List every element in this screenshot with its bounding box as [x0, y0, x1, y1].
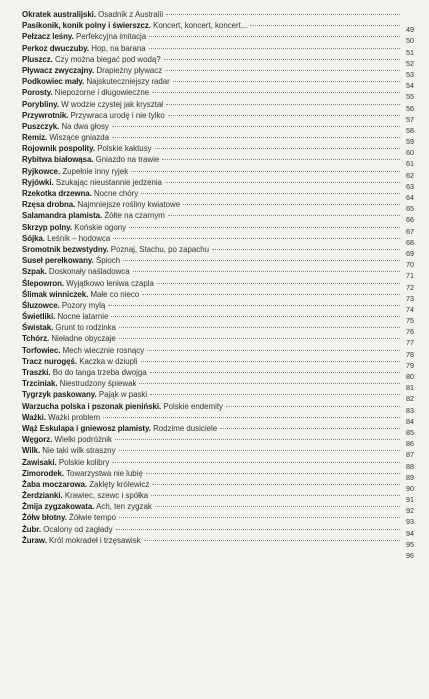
toc-page-number: 94 [406, 528, 414, 538]
toc-page-number: 57 [406, 114, 414, 124]
toc-page-number: 50 [406, 36, 414, 46]
dot-leader [149, 48, 400, 49]
toc-entry-name: Węgorz. [22, 435, 53, 445]
toc-entry-text [22, 76, 170, 87]
toc-page-number: 84 [406, 416, 414, 426]
toc-page-number: 49 [406, 25, 414, 35]
toc-entry-text [22, 512, 116, 523]
toc-entry-name: Rybitwa białowąsa. [22, 155, 94, 165]
dot-leader [250, 25, 400, 26]
toc-entry-text [22, 434, 112, 445]
dot-leader [168, 215, 400, 216]
toc-entry [22, 121, 414, 135]
toc-entry-name: Pływacz zwyczajny. [22, 65, 95, 75]
toc-entry-name: Okratek australijski. [22, 10, 96, 19]
toc-entry [22, 300, 414, 314]
toc-entry-name: Rojownik pospolity. [22, 144, 95, 154]
toc-entry-description: Najskuteczniejszy radar [86, 77, 170, 87]
toc-entry [22, 20, 414, 35]
dot-leader [164, 59, 400, 60]
toc-entry-name: Suseł perełkowany. [22, 256, 94, 266]
toc-entry-name: Skrzyp polny. [22, 222, 73, 232]
toc-entry-text [22, 20, 247, 31]
toc-entry-text [22, 378, 136, 389]
toc-entry [22, 490, 414, 505]
toc-trailing-row [22, 546, 414, 560]
toc-entry [22, 199, 414, 214]
toc-entry [22, 244, 414, 258]
toc-entry-name: Podkowiec mały. [22, 77, 85, 87]
toc-entry-description: Mech wiecznie rosnący [62, 345, 145, 355]
toc-entry-text [22, 300, 105, 311]
toc-entry-description: Osadnik z Australii [98, 10, 164, 19]
toc-page-number: 87 [406, 450, 414, 460]
toc-entry-text [22, 166, 128, 177]
dot-leader [165, 70, 400, 71]
toc-entry [22, 389, 414, 404]
dot-leader [149, 36, 400, 37]
toc-entry-description: Niestrudzony śpiewak [59, 379, 137, 389]
toc-entry [22, 233, 414, 247]
dot-leader [150, 372, 400, 373]
toc-entry [22, 479, 414, 493]
dot-leader [212, 249, 400, 250]
toc-entry-description: Rodzime dusiciele [153, 423, 218, 433]
toc-page-number: 61 [406, 159, 414, 169]
toc-entry-name: Ślimak winniczek. [22, 289, 89, 299]
dot-leader [115, 439, 400, 440]
dot-leader [173, 81, 400, 82]
toc-page-number: 83 [406, 405, 414, 415]
toc-entry-text [22, 121, 109, 132]
dot-leader [111, 316, 400, 317]
toc-entry [22, 445, 414, 460]
toc-page-number: 92 [406, 506, 414, 516]
toc-entry-name: Salamandra plamista. [22, 211, 103, 221]
dot-leader [116, 529, 400, 530]
toc-entry-description: Zaklęty królewicz [89, 479, 150, 489]
toc-entry-name: Zimorodek. [22, 468, 65, 478]
toc-entry [22, 322, 414, 337]
toc-entry-text [22, 210, 165, 221]
toc-entry-name: Żaba moczarowa. [22, 479, 88, 489]
toc-entry [22, 132, 414, 147]
toc-entry-name: Ryjkowce. [22, 166, 61, 176]
toc-entry [22, 188, 414, 202]
toc-entry [22, 333, 414, 348]
toc-entry-description: Żółwie tempo [69, 513, 116, 523]
toc-entry-text [22, 199, 180, 210]
dot-leader [131, 171, 400, 172]
toc-entry [22, 143, 414, 158]
dot-leader [166, 104, 400, 105]
toc-entry-text [22, 43, 146, 54]
toc-entry-name: Żubr. [22, 524, 42, 534]
toc-entry [22, 9, 414, 20]
toc-entry-name: Warzucha polska i pszonak pieniński. [22, 401, 162, 411]
toc-entry-description: Polskie endemity [163, 401, 223, 411]
toc-entry-text [22, 322, 116, 333]
toc-entry-text [22, 132, 109, 143]
toc-entry-name: Trzciniak. [22, 379, 58, 389]
toc-entry-text [22, 233, 110, 244]
toc-page-number: 96 [406, 551, 414, 560]
toc-entry [22, 457, 414, 471]
dot-leader [139, 383, 400, 384]
toc-entry-text [22, 479, 149, 490]
table-of-contents [22, 9, 414, 560]
toc-page-number: 62 [406, 170, 414, 180]
dot-leader [151, 495, 400, 496]
toc-entry-description: Nieładne obyczaje [51, 334, 116, 344]
toc-entry [22, 210, 414, 225]
toc-page-number: 79 [406, 360, 414, 370]
toc-entry [22, 54, 414, 68]
toc-entry-text [22, 524, 113, 535]
toc-entry-name: Wąż Eskulapa i gniewosz plamisty. [22, 423, 151, 433]
toc-page-number: 91 [406, 495, 414, 505]
toc-entry-description: Nocne chóry [93, 189, 139, 198]
toc-page-number: 63 [406, 181, 414, 191]
toc-entry-name: Puszczyk. [22, 121, 60, 131]
toc-page-number: 65 [406, 204, 414, 214]
dot-leader [141, 361, 400, 362]
toc-entry-description: Zupełnie inny ryjek [62, 166, 129, 176]
toc-page-number: 68 [406, 237, 414, 247]
toc-entry-text [22, 110, 165, 121]
dot-leader [108, 305, 400, 306]
toc-entry-text [22, 490, 148, 501]
dot-leader [119, 450, 400, 451]
toc-entry-name: Remiz. [22, 133, 48, 143]
toc-page-number: 93 [406, 517, 414, 527]
toc-entry-description: Wielki podróżnik [54, 435, 112, 445]
toc-entry [22, 65, 414, 79]
toc-entry [22, 378, 414, 393]
dot-leader [123, 260, 400, 261]
dot-leader [150, 394, 400, 395]
toc-entry-text [22, 177, 162, 188]
toc-entry [22, 177, 414, 191]
toc-entry-description: Gniazdo na trawie [95, 155, 160, 165]
toc-page-number: 81 [406, 383, 414, 393]
toc-entry-text [22, 457, 109, 468]
toc-page-number: 58 [406, 125, 414, 135]
toc-entry-description: Polskie kolibry [58, 457, 110, 467]
toc-entry-name: Porybliny. [22, 99, 60, 109]
toc-entry [22, 110, 414, 124]
toc-entry-name: Żółw błotny. [22, 513, 67, 523]
dot-leader [142, 294, 400, 295]
toc-entry-description: Hop, na barana [91, 43, 146, 53]
toc-entry-description: Najmniejsze rośliny kwiatowe [77, 200, 181, 210]
toc-page-number: 53 [406, 69, 414, 79]
toc-entry-text [22, 501, 152, 512]
toc-entry-text [22, 222, 126, 233]
toc-entry-name: Porosty. [22, 88, 53, 98]
toc-page-number: 82 [406, 394, 414, 404]
dot-leader [155, 148, 400, 149]
toc-entry-text [22, 367, 147, 378]
dot-leader [157, 283, 400, 284]
toc-entry-description: Ach, ten zygzak [96, 502, 152, 512]
toc-entry-description: Doskonały naśladowca [48, 267, 130, 277]
toc-entry [22, 412, 414, 426]
dot-leader [220, 428, 400, 429]
dot-leader [146, 473, 400, 474]
toc-entry [22, 43, 414, 57]
toc-entry-name: Szpak. [22, 267, 47, 277]
toc-page-number: 52 [406, 58, 414, 68]
toc-entry-name: Rzęsa drobna. [22, 200, 76, 210]
toc-entry-text [22, 311, 108, 322]
toc-entry-description: Grunt to rodzinka [55, 323, 116, 333]
toc-page-number: 69 [406, 248, 414, 258]
toc-entry-text [22, 266, 130, 277]
toc-entry [22, 401, 414, 415]
toc-entry [22, 468, 414, 482]
toc-entry-description: Perfekcyjna imitacja [76, 32, 147, 42]
toc-entry [22, 99, 414, 113]
toc-entry-name: Żerdzianki. [22, 491, 63, 501]
toc-page-number: 76 [406, 327, 414, 337]
toc-entry-text [22, 99, 163, 110]
dot-leader [112, 126, 400, 127]
toc-entry-name: Torfowiec. [22, 345, 61, 355]
toc-entry-text [22, 87, 149, 98]
toc-entry [22, 423, 414, 437]
dot-leader [152, 92, 400, 93]
dot-leader [119, 338, 400, 339]
dot-leader [119, 517, 400, 518]
toc-page-number: 89 [406, 472, 414, 482]
toc-entry-name: Sromotnik bezwstydny. [22, 244, 109, 254]
toc-entry [22, 501, 414, 516]
toc-entry-description: Drapieżny pływacz [96, 65, 163, 75]
toc-entry-text [22, 154, 159, 165]
toc-page-number: 80 [406, 372, 414, 381]
toc-page-number: 64 [406, 193, 414, 202]
toc-entry [22, 76, 414, 91]
toc-entry [22, 166, 414, 180]
toc-entry-text [22, 445, 116, 456]
dot-leader [147, 350, 400, 351]
toc-entry-name: Wilk. [22, 446, 41, 456]
dot-leader [155, 506, 400, 507]
toc-entry-text [22, 244, 209, 255]
toc-entry-text [22, 9, 163, 20]
toc-entry-text [22, 401, 223, 412]
toc-entry-description: Polskie kaktusy [97, 144, 152, 154]
toc-page-number: 72 [406, 282, 414, 292]
toc-entry-name: Przywrotnik. [22, 110, 69, 120]
toc-entry [22, 512, 414, 527]
toc-entry-name: Pluszcz. [22, 54, 53, 64]
toc-entry-description: Bo do tanga trzeba dwojga [52, 368, 147, 377]
toc-entry [22, 154, 414, 169]
toc-page-number: 73 [406, 293, 414, 303]
toc-page-number: 90 [406, 483, 414, 493]
toc-entry-text [22, 31, 146, 42]
toc-entry [22, 311, 414, 326]
toc-entry [22, 222, 414, 236]
toc-entry-text [22, 188, 138, 199]
toc-entry-description: Niepozorne i długowieczne [54, 88, 150, 98]
toc-entry-text [22, 54, 161, 65]
toc-entry-name: Traszki. [22, 368, 51, 377]
dot-leader [112, 462, 400, 463]
toc-entry-description: Kaczka w dziupli [79, 356, 138, 366]
toc-entry-description: Ocalony od zagłady [43, 524, 113, 534]
toc-entry [22, 535, 414, 549]
toc-entry [22, 255, 414, 270]
toc-entry-name: Pasikonik, konik polny i świerszcz. [22, 21, 151, 31]
dot-leader [226, 406, 400, 407]
toc-entry-description: Pająk w paski [98, 390, 148, 400]
toc-entry-name: Zawisaki. [22, 457, 57, 467]
toc-entry [22, 31, 414, 46]
toc-entry-name: Śluzowce. [22, 300, 60, 310]
dot-leader [133, 271, 400, 272]
dot-leader [112, 137, 400, 138]
toc-entry-text [22, 255, 120, 266]
toc-entry [22, 524, 414, 538]
toc-page-number: 78 [406, 349, 414, 359]
toc-entry-text [22, 143, 152, 154]
dot-leader [183, 204, 400, 205]
toc-entry-name: Sójka. [22, 233, 45, 243]
toc-entry-description: Żółte na czarnym [104, 211, 165, 221]
toc-page-number: 56 [406, 103, 414, 113]
toc-entry-description: Krawiec, szewc i spółka [64, 491, 149, 501]
toc-entry-text [22, 389, 147, 400]
toc-entry-text [22, 345, 144, 356]
toc-entry-name: Perkoz dwuczuby. [22, 43, 90, 53]
toc-entry-text [22, 412, 100, 423]
toc-entry-name: Pełzacz leśny. [22, 32, 74, 42]
toc-entry [22, 266, 414, 281]
toc-entry-description: Król mokradeł i trzęsawisk [49, 535, 141, 545]
toc-page-number: 54 [406, 81, 414, 91]
toc-entry [22, 87, 414, 102]
toc-entry-description: Szukając nieustannie jedzenia [55, 177, 162, 187]
dot-leader [144, 540, 400, 541]
toc-entry [22, 345, 414, 359]
toc-entry-text [22, 468, 143, 479]
toc-page-number: 66 [406, 215, 414, 225]
toc-page-number: 51 [406, 47, 414, 57]
dot-leader [141, 193, 400, 194]
dot-leader [162, 159, 400, 160]
toc-entry-description: Wiszące gniazda [49, 133, 109, 143]
toc-entry-description: Pozory mylą [61, 300, 106, 310]
toc-entry-description: Poznaj, Stachu, po zapachu [110, 244, 209, 254]
toc-entry-text [22, 289, 139, 300]
toc-entry-name: Ślepowron. [22, 278, 65, 288]
toc-page-number: 59 [406, 137, 414, 147]
toc-entry [22, 434, 414, 449]
dot-leader [166, 14, 400, 15]
toc-entry-name: Świetliki. [22, 312, 56, 322]
dot-leader [168, 115, 400, 116]
toc-entry-description: Czy można biegać pod wodą? [54, 54, 161, 64]
toc-entry-text [22, 356, 138, 367]
toc-page-number: 95 [406, 539, 414, 549]
toc-entry-name: Żuraw. [22, 535, 47, 545]
toc-entry-name: Ważki. [22, 412, 46, 422]
toc-entry-description: Ważki problem [48, 412, 101, 422]
toc-page-number: 86 [406, 439, 414, 449]
toc-entry-description: Leśnik – hodowca [47, 233, 111, 243]
toc-entry [22, 356, 414, 370]
toc-page-number: 67 [406, 226, 414, 236]
toc-entry-name: Tracz nurogęś. [22, 356, 77, 366]
toc-entry-name: Rzekotka drzewna. [22, 189, 92, 198]
toc-entry-name: Tygrzyk paskowany. [22, 390, 97, 400]
toc-entry-description: Wyjątkowo leniwa czapla [66, 278, 154, 288]
toc-page-number: 74 [406, 304, 414, 314]
dot-leader [129, 227, 400, 228]
toc-entry-text [22, 423, 217, 434]
toc-page-number: 75 [406, 316, 414, 326]
toc-entry-name: Tchórz. [22, 334, 50, 344]
toc-entry-description: Śpioch [95, 256, 121, 266]
toc-entry-name: Ryjówki. [22, 177, 54, 187]
toc-entry-text [22, 535, 141, 546]
toc-entry [22, 289, 414, 303]
dot-leader [113, 238, 400, 239]
dot-leader [152, 484, 400, 485]
toc-entry-description: Towarzystwa nie lubię [66, 468, 143, 478]
toc-entry-text [22, 278, 154, 289]
toc-entry-description: Małe co nieco [90, 289, 140, 299]
toc-entry [22, 278, 414, 292]
toc-page-number: 85 [406, 427, 414, 437]
toc-entry-description: Na dwa głosy [61, 121, 109, 131]
toc-page-number: 60 [406, 148, 414, 158]
dot-leader [103, 417, 400, 418]
toc-entry [22, 367, 414, 381]
toc-entry-description: Koncert, koncert, koncert... [153, 21, 248, 31]
toc-entry-name: Świstak. [22, 323, 54, 333]
toc-page-number: 77 [406, 338, 414, 348]
toc-page-number: 70 [406, 260, 414, 270]
toc-entry-description: Końskie ogony [74, 222, 127, 232]
toc-entry-description: Nie taki wilk straszny [42, 446, 116, 456]
toc-entry-description: W wodzie czystej jak kryształ [61, 99, 163, 109]
dot-leader [119, 327, 400, 328]
dot-leader [165, 182, 400, 183]
toc-entry-name: Żmija zygzakowata. [22, 502, 95, 512]
toc-entry-text [22, 333, 116, 344]
toc-entry-description: Przywraca urodę i nie tylko [70, 110, 165, 120]
toc-entry-description: Nocne latarnie [57, 312, 109, 322]
toc-page-number: 88 [406, 461, 414, 471]
toc-entry-text [22, 65, 162, 76]
toc-page-number: 55 [406, 92, 414, 102]
toc-page-number: 71 [406, 271, 414, 281]
